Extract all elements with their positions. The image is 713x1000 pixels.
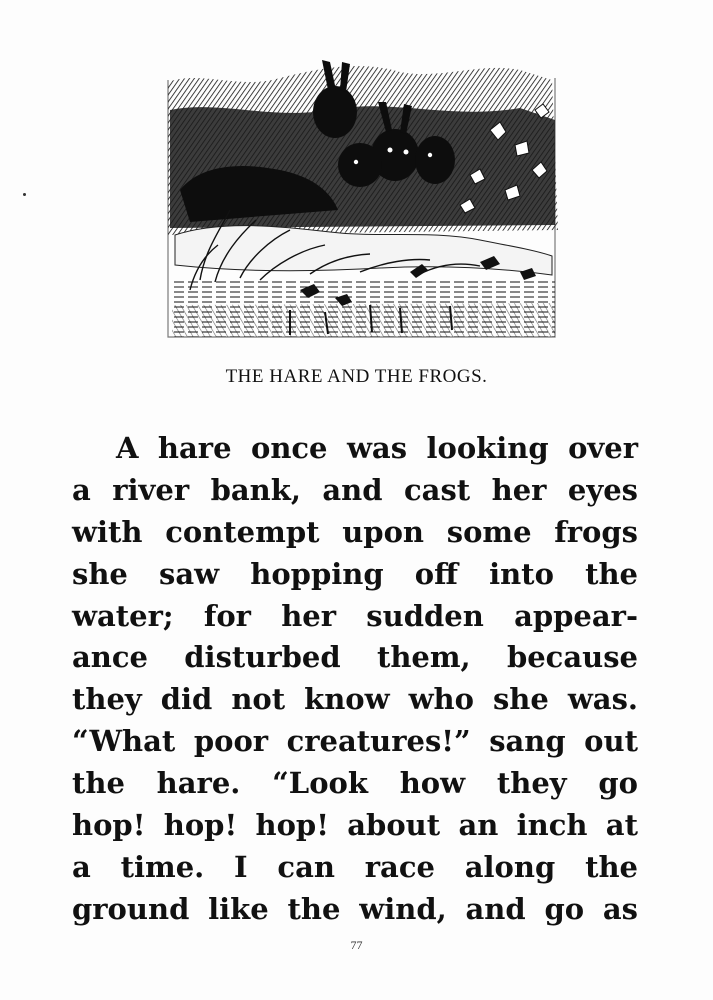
- text-line: water; for her sudden appear-: [72, 598, 638, 633]
- paper-speck: [23, 193, 26, 196]
- text-line: a time. I can race along the: [72, 849, 638, 884]
- text-line: with contempt upon some frogs: [72, 514, 638, 549]
- text-line: “What poor creatures!” sang out: [72, 724, 638, 759]
- text-line: A hare once was looking over: [116, 431, 638, 465]
- text-line: ground like the wind, and go as: [72, 891, 638, 926]
- text-line: a river bank, and cast her eyes: [72, 472, 638, 507]
- story-text: [72, 428, 638, 931]
- text-line: ance disturbed them, because: [72, 640, 638, 675]
- text-line: hop! hop! hop! about an inch at: [72, 808, 638, 843]
- text-line: she saw hopping off into the: [72, 556, 638, 591]
- text-line: they did not know who she was.: [72, 682, 638, 717]
- hare-and-frogs-illustration: [160, 50, 560, 345]
- text-line: the hare. “Look how they go: [72, 766, 638, 801]
- page-number: 77: [350, 938, 363, 952]
- illustration-caption: THE HARE AND THE FROGS.: [225, 366, 488, 387]
